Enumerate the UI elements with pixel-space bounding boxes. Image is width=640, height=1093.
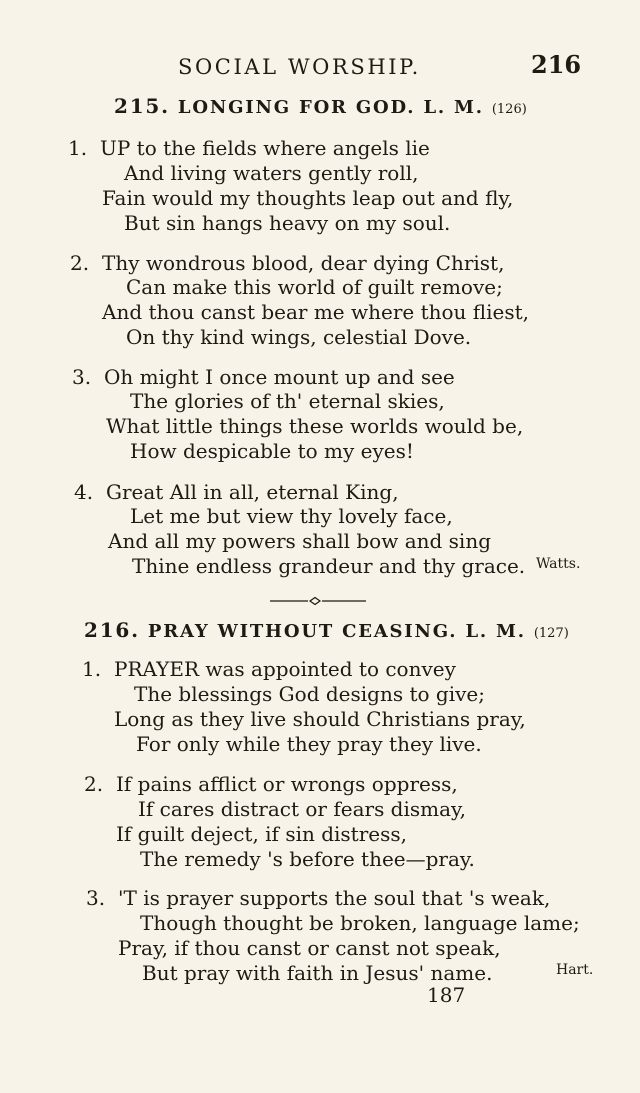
hymn-meter: L. M. (465, 621, 526, 642)
verse-line: Long as they live should Christians pray, (114, 707, 526, 731)
hymn-title: PRAY WITHOUT CEASING. (147, 621, 458, 642)
hymn-title: LONGING FOR GOD. (177, 97, 416, 118)
verse-line: For only while they pray they live. (136, 732, 482, 756)
verse-line (68, 135, 430, 161)
verse-line (84, 771, 458, 797)
line-text: If pains afflict or wrongs oppress, (116, 772, 458, 796)
verse-line: If guilt deject, if sin distress, (116, 822, 407, 846)
verse-line (82, 656, 456, 682)
verse-line: How despicable to my eyes! (130, 439, 414, 463)
verse-line (86, 885, 551, 911)
page-number: 216 (531, 50, 582, 79)
line-text: Great All in all, eternal King, (106, 480, 399, 504)
line-text: Oh might I once mount up and see (104, 365, 455, 389)
verse-line: But pray with faith in Jesus' name. (142, 961, 493, 985)
verse-line: What little things these worlds would be, (106, 414, 524, 438)
verse-line: On thy kind wings, celestial Dove. (126, 325, 472, 349)
verse-number: 3. (86, 886, 106, 910)
hymn-heading (114, 94, 527, 118)
verse-number: 1. (82, 657, 102, 681)
hymn-author: Hart. (556, 962, 594, 978)
verse-line (70, 250, 505, 276)
verse-number: 1. (68, 136, 88, 160)
verse-line (74, 479, 399, 505)
verse-line: If cares distract or fears dismay, (138, 797, 467, 821)
verse-line: And thou canst bear me where thou fliest, (102, 300, 530, 324)
running-head: SOCIAL WORSHIP. (178, 55, 421, 79)
verse-line: The blessings God designs to give; (134, 682, 485, 706)
verse-line: And living waters gently roll, (124, 161, 419, 185)
hymn-number: 215. (114, 94, 170, 118)
verse-line: Thine endless grandeur and thy grace. (132, 554, 526, 578)
line-text: Thy wondrous blood, dear dying Christ, (102, 251, 505, 275)
line-text: UP to the fields where angels lie (100, 136, 430, 160)
verse-number: 3. (72, 365, 92, 389)
verse-number: 4. (74, 480, 94, 504)
line-text: 'T is prayer supports the soul that 's weak, (118, 886, 551, 910)
hymn-number: 216. (84, 618, 140, 642)
verse-number: 2. (84, 772, 104, 796)
verse-line: And all my powers shall bow and sing (108, 529, 492, 553)
verse-number: 2. (70, 251, 90, 275)
ornamental-divider (270, 595, 366, 607)
verse-line: Pray, if thou canst or canst not speak, (118, 936, 501, 960)
verse-line: Though thought be broken, language lame; (140, 911, 580, 935)
verse-line: Can make this world of guilt remove; (126, 275, 503, 299)
tune-reference: (126) (491, 102, 527, 117)
verse-line: The remedy 's before thee—pray. (140, 847, 475, 871)
tune-reference: (127) (533, 626, 569, 641)
line-text: PRAYER was appointed to convey (114, 657, 456, 681)
verse-line (72, 364, 455, 390)
verse-line: Let me but view thy lovely face, (130, 504, 453, 528)
hymn-meter: L. M. (423, 97, 484, 118)
hymn-heading (84, 618, 569, 642)
hymn-author: Watts. (536, 556, 581, 572)
verse-line: But sin hangs heavy on my soul. (124, 211, 451, 235)
verse-line: Fain would my thoughts leap out and fly, (102, 186, 514, 210)
folio-number: 187 (427, 983, 466, 1007)
verse-line: The glories of th' eternal skies, (130, 389, 445, 413)
